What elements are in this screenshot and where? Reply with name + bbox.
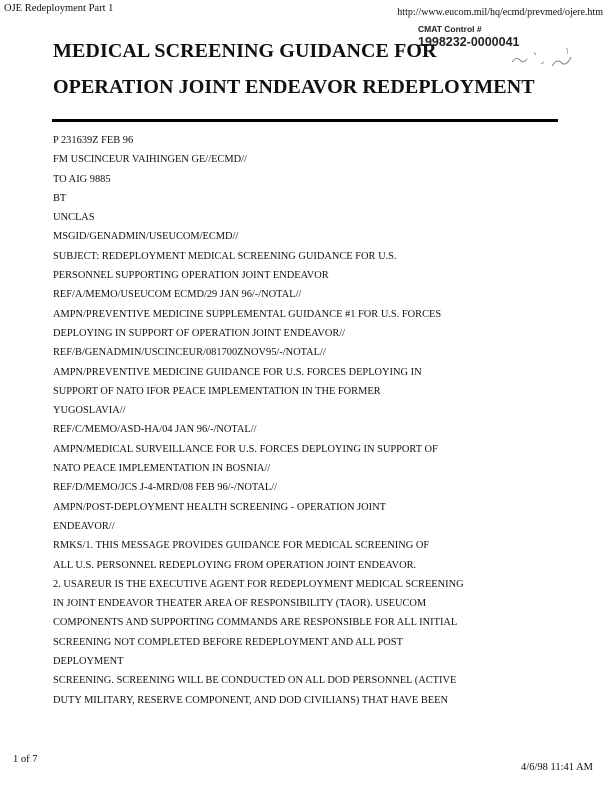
message-line: DEPLOYMENT — [53, 656, 124, 668]
message-line: SCREENING. SCREENING WILL BE CONDUCTED ON ALL DOD PERSONNEL (ACTIVE — [53, 675, 457, 687]
message-line: REF/C/MEMO/ASD-HA/04 JAN 96/-/NOTAL// — [53, 424, 257, 436]
message-line: SCREENING NOT COMPLETED BEFORE REDEPLOYMENT AND ALL POST — [53, 636, 403, 648]
message-line: REF/D/MEMO/JCS J-4-MRD/08 FEB 96/-/NOTAL// — [53, 482, 278, 494]
message-line: REF/A/MEMO/USEUCOM ECMD/29 JAN 96/-/NOTAL// — [53, 289, 302, 301]
message-line: ENDEAVOR// — [53, 520, 115, 532]
message-line: DUTY MILITARY, RESERVE COMPONENT, AND DOD CIVILIANS) THAT HAVE BEEN — [53, 694, 449, 706]
message-line: 2. USAREUR IS THE EXECUTIVE AGENT FOR REDEPLOYMENT MEDICAL SCREENING — [53, 578, 464, 590]
message-line: NATO PEACE IMPLEMENTATION IN BOSNIA// — [53, 463, 271, 475]
message-line: FM USCINCEUR VAIHINGEN GE//ECMD// — [53, 154, 247, 166]
cmat-control-label: CMAT Control # — [418, 24, 482, 34]
message-body — [53, 131, 573, 710]
document-title-line-1: MEDICAL SCREENING GUIDANCE FOR — [53, 40, 437, 62]
document-title-line-2: OPERATION JOINT ENDEAVOR REDEPLOYMENT — [53, 76, 535, 98]
message-line: RMKS/1. THIS MESSAGE PROVIDES GUIDANCE FOR MEDICAL SCREENING OF — [53, 540, 430, 552]
message-line: UNCLAS — [53, 212, 95, 224]
message-line: MSGID/GENADMIN/USEUCOM/ECMD// — [53, 231, 239, 243]
print-header-url: http://www.eucom.mil/hq/ecmd/prevmed/ojere.htm — [397, 7, 603, 18]
message-line: P 231639Z FEB 96 — [53, 135, 134, 146]
print-timestamp: 4/6/98 11:41 AM — [521, 762, 593, 773]
message-line: DEPLOYING IN SUPPORT OF OPERATION JOINT ENDEAVOR// — [53, 327, 346, 339]
message-line: ALL U.S. PERSONNEL REDEPLOYING FROM OPERATION JOINT ENDEAVOR. — [53, 559, 417, 571]
print-header-title: OJE Redeployment Part 1 — [4, 3, 114, 14]
page-count: 1 of 7 — [13, 754, 38, 765]
message-line: YUGOSLAVIA// — [53, 405, 126, 417]
message-line: BT — [53, 192, 67, 204]
cmat-control-number: 1998232-0000041 — [418, 35, 520, 49]
message-line: SUPPORT OF NATO IFOR PEACE IMPLEMENTATION IN THE FORMER — [53, 385, 381, 397]
message-line: PERSONNEL SUPPORTING OPERATION JOINT ENDEAVOR — [53, 270, 329, 282]
message-line: AMPN/POST-DEPLOYMENT HEALTH SCREENING - OPERATION JOINT — [53, 501, 386, 513]
message-line: SUBJECT: REDEPLOYMENT MEDICAL SCREENING GUIDANCE FOR U.S. — [53, 250, 397, 262]
handwritten-mark — [508, 44, 578, 74]
message-line: AMPN/MEDICAL SURVEILLANCE FOR U.S. FORCES DEPLOYING IN SUPPORT OF — [53, 443, 438, 455]
message-line: TO AIG 9885 — [53, 173, 111, 185]
message-line: REF/B/GENADMIN/USCINCEUR/081700ZNOV95/-/NOTAL// — [53, 347, 326, 359]
message-line: AMPN/PREVENTIVE MEDICINE SUPPLEMENTAL GUIDANCE #1 FOR U.S. FORCES — [53, 308, 442, 320]
title-divider — [52, 119, 558, 122]
message-line: IN JOINT ENDEAVOR THEATER AREA OF RESPONSIBILITY (TAOR). USEUCOM — [53, 598, 427, 610]
message-line: AMPN/PREVENTIVE MEDICINE GUIDANCE FOR U.S. FORCES DEPLOYING IN — [53, 366, 422, 378]
message-line: COMPONENTS AND SUPPORTING COMMANDS ARE RESPONSIBLE FOR ALL INITIAL — [53, 617, 458, 629]
